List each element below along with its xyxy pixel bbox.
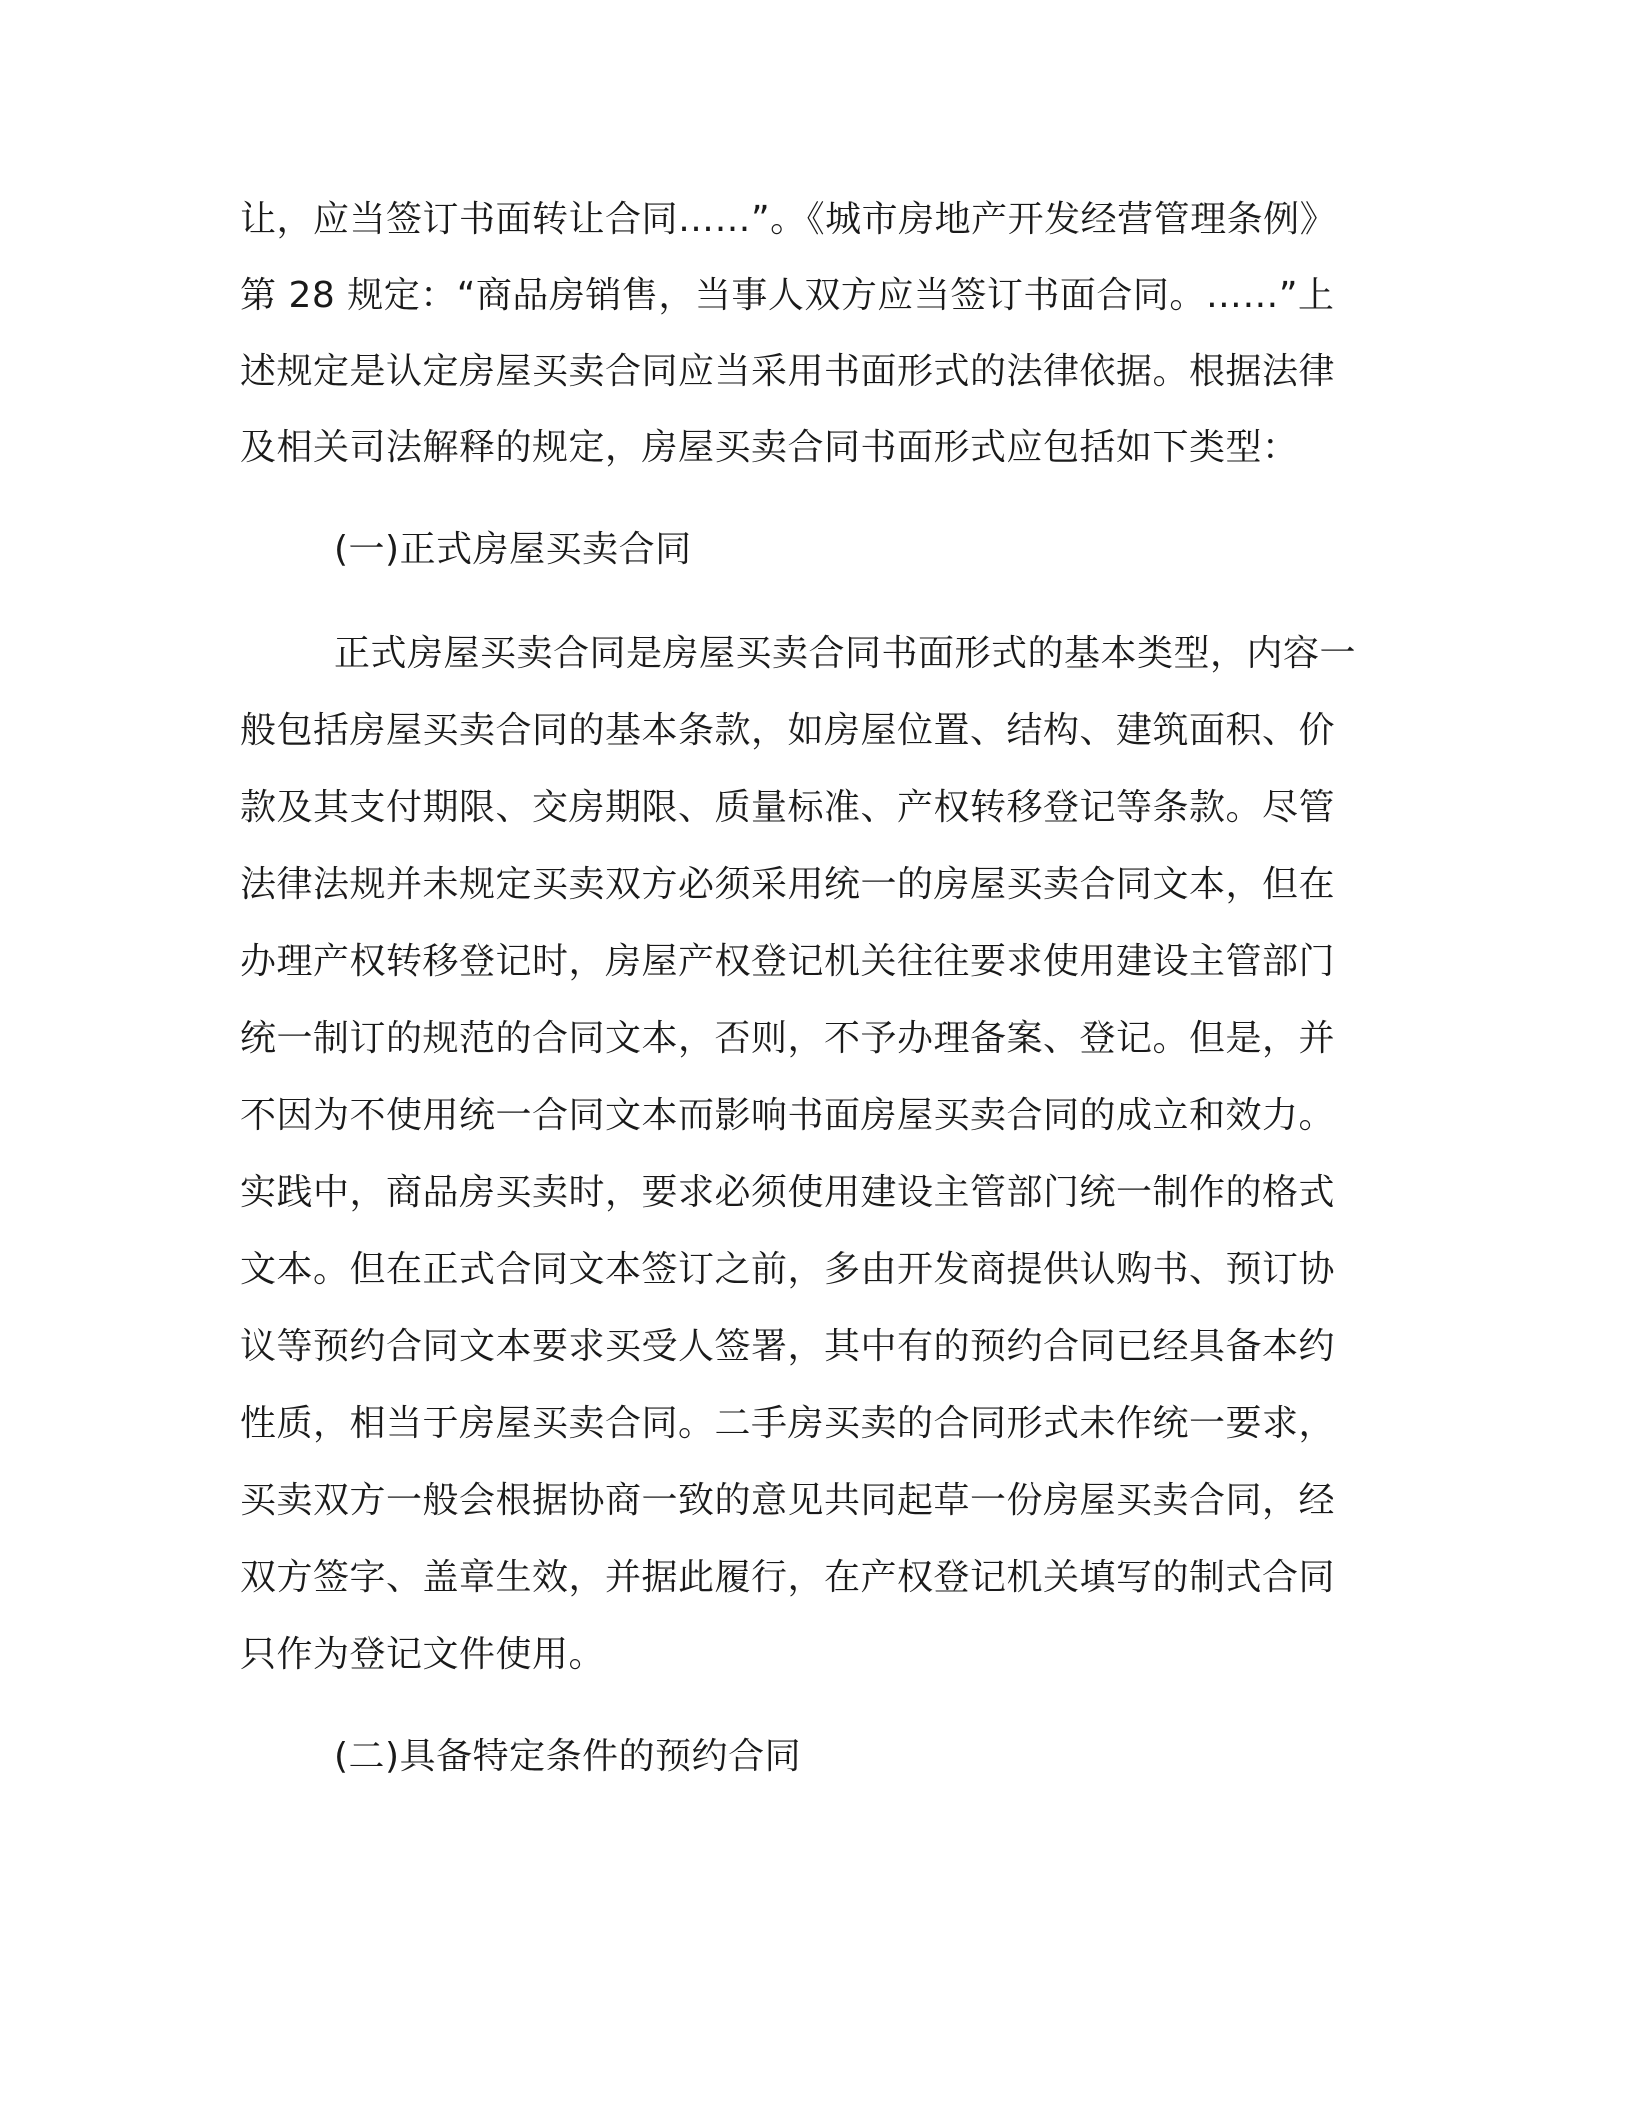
paragraph-line: 买卖双方一般会根据协商一致的意见共同起草一份房屋买卖合同，经 xyxy=(240,1480,1336,1521)
paragraph-line: 不因为不使用统一合同文本而影响书面房屋买卖合同的成立和效力。 xyxy=(240,1095,1336,1136)
paragraph-line: 办理产权转移登记时，房屋产权登记机关往往要求使用建设主管部门 xyxy=(240,941,1336,982)
paragraph-line: 实践中，商品房买卖时，要求必须使用建设主管部门统一制作的格式 xyxy=(240,1172,1336,1213)
paragraph-line: 款及其支付期限、交房期限、质量标准、产权转移登记等条款。尽管 xyxy=(240,787,1336,828)
paragraph-line: 及相关司法解释的规定，房屋买卖合同书面形式应包括如下类型： xyxy=(240,427,1299,468)
paragraph-line: 述规定是认定房屋买卖合同应当采用书面形式的法律依据。根据法律 xyxy=(240,351,1336,392)
paragraph-line: 正式房屋买卖合同是房屋买卖合同书面形式的基本类型，内容一 xyxy=(334,633,1357,674)
paragraph-line: 文本。但在正式合同文本签订之前，多由开发商提供认购书、预订协 xyxy=(240,1249,1336,1290)
paragraph-line: 双方签字、盖章生效，并据此履行，在产权登记机关填写的制式合同 xyxy=(240,1557,1336,1598)
paragraph-line: 只作为登记文件使用。 xyxy=(240,1634,606,1675)
paragraph-line: 般包括房屋买卖合同的基本条款，如房屋位置、结构、建筑面积、价 xyxy=(240,710,1336,751)
paragraph-line: 让，应当签订书面转让合同……”。《城市房地产开发经营管理条例》 xyxy=(240,199,1337,240)
paragraph-line: 第 28 规定：“商品房销售，当事人双方应当签订书面合同。……”上 xyxy=(240,275,1335,316)
paragraph-line: 议等预约合同文本要求买受人签署，其中有的预约合同已经具备本约 xyxy=(240,1326,1336,1367)
section-heading: (二)具备特定条件的预约合同 xyxy=(334,1736,802,1777)
section-heading: (一)正式房屋买卖合同 xyxy=(334,529,692,570)
paragraph-line: 性质，相当于房屋买卖合同。二手房买卖的合同形式未作统一要求， xyxy=(240,1403,1336,1444)
paragraph-line: 法律法规并未规定买卖双方必须采用统一的房屋买卖合同文本，但在 xyxy=(240,864,1336,905)
paragraph-line: 统一制订的规范的合同文本，否则，不予办理备案、登记。但是，并 xyxy=(240,1018,1336,1059)
